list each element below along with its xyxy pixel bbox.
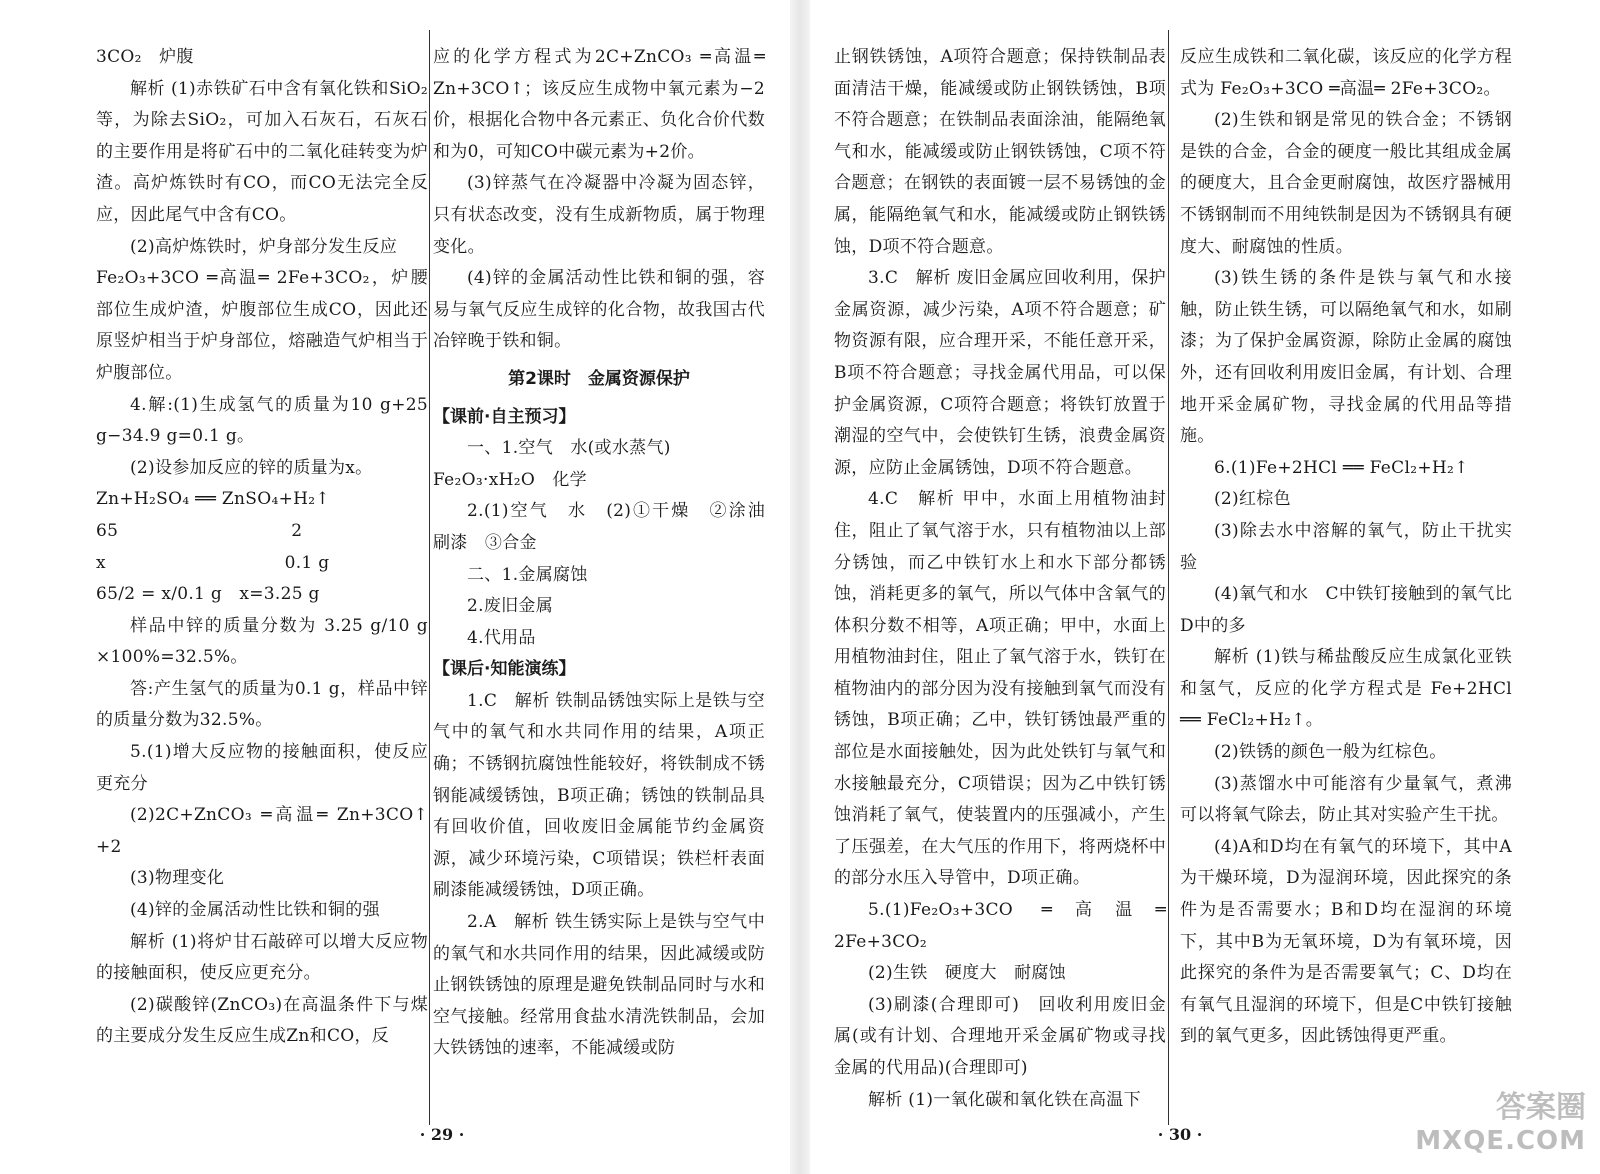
book-gutter [790, 0, 810, 1174]
paragraph: (3)刷漆(合理即可) 回收利用废旧金属(或有计划、合理地开采金属矿物或寻找金属的代用品)(合理即可) [834, 994, 1166, 1078]
section-tag: 【课后·知能演练】 [433, 659, 576, 680]
paragraph: (2)碳酸锌(ZnCO₃)在高温条件下与煤的主要成分发生反应生成Zn和CO，反 [96, 994, 428, 1047]
paragraph: 4.代用品 [467, 627, 536, 648]
section-heading: 第2课时 金属资源保护 [508, 368, 690, 389]
paragraph: 3.C 解析 废旧金属应回收利用，保护金属资源，减少污染，A项不符合题意；矿物资源有限，应合理开采，不能任意开采，B项不符合题意；寻找金属代用品，可以保护金属资源，C项符合题意；将铁钉放置于潮湿的空气中，会使铁钉生锈，浪费金属资源，应防止金属锈蚀，D项不符合题意。 [834, 268, 1166, 478]
paragraph: (2)生铁 硬度大 耐腐蚀 [868, 963, 1066, 984]
paragraph: 2.(1)空气 水 (2)①干燥 ②涂油 刷漆 ③合金 [433, 501, 783, 553]
paragraph: 2.A 解析 铁生锈实际上是铁与空气中的氧气和水共同作用的结果，因此减缓或防止钢铁锈蚀的原理是避免铁制品同时与水和空气接触。经常用食盐水清洗铁制品，会加大铁锈蚀的速率，不能减缓或防 [433, 912, 765, 1059]
paragraph: 65 2 [96, 520, 303, 541]
column-divider [1168, 30, 1169, 1125]
paragraph: 4.解:(1)生成氢气的质量为10 g+25 g−34.9 g=0.1 g。 [96, 394, 434, 447]
paragraph: 止钢铁锈蚀，A项符合题意；保持铁制品表面清洁干燥，能减缓或防止钢铁锈蚀，B项不符合题意；在铁制品表面涂油，能隔绝氧气和水，能减缓或防止钢铁锈蚀，C项不符合题意；在钢铁的表面镀一层不易锈蚀的金属，能隔绝氧气和水，能减缓或防止钢铁锈蚀，D项不符合题意。 [834, 47, 1166, 257]
paragraph: 应的化学方程式为2C+ZnCO₃ ═高温═ Zn+3CO↑；该反应生成物中氧元素为−2价，根据化合物中各元素正、负化合价代数和为0，可知CO中碳元素为+2价。 [433, 47, 771, 162]
paragraph: Fe₂O₃+3CO ═高温═ 2Fe+3CO₂，炉腰部位生成炉渣，炉腹部位生成CO，因此还原竖炉相当于炉身部位，熔融造气炉相当于炉腹部位。 [96, 268, 428, 383]
paragraph: 解析 (1)将炉甘石敲碎可以增大反应物的接触面积，使反应更充分。 [96, 931, 428, 984]
paragraph: (2)红棕色 [1214, 489, 1291, 510]
left-page-column-1 [96, 42, 446, 1053]
paragraph: 5.(1)Fe₂O₃+3CO ═高温═ 2Fe+3CO₂ [834, 900, 1172, 952]
paragraph: 4.C 解析 甲中，水面上用植物油封住，阻止了氧气溶于水，只有植物油以上部分锈蚀，而乙中铁钉水上和水下部分都锈蚀，消耗更多的氧气，所以气体中含氧气的体积分数不相等，A项正确；甲中，水面上用植物油封住，阻止了氧气溶于水，铁钉在植物油内的部分因为没有接触到氧气而没有锈蚀，B项正确；乙中，铁钉锈蚀最严重的部位是水面接触处，因为此处铁钉与氧气和水接触最充分，C项错误；因为乙中铁钉锈蚀消耗了氧气，使装置内的压强减小，产生了压强差，在大气压的作用下，将两烧杯中的部分水压入导管中，D项正确。 [834, 489, 1166, 889]
paragraph: 答:产生氢气的质量为0.1 g，样品中锌的质量分数为32.5%。 [96, 678, 428, 731]
column-divider [429, 30, 430, 1125]
paragraph: 5.(1)增大反应物的接触面积，使反应更充分 [96, 742, 428, 794]
paragraph: (4)氧气和水 C中铁钉接触到的氧气比D中的多 [1180, 584, 1512, 636]
paragraph: (2)2C+ZnCO₃ ═高温═ Zn+3CO↑ +2 [96, 805, 446, 857]
watermark-logo [1415, 1082, 1586, 1156]
paragraph: x 0.1 g [96, 552, 330, 573]
right-page-column-1 [834, 42, 1172, 1116]
paragraph: (2)铁锈的颜色一般为红棕色。 [1214, 742, 1447, 763]
paragraph: 二、1.金属腐蚀 [467, 564, 588, 585]
paragraph: (2)生铁和钢是常见的铁合金；不锈钢是铁的合金，合金的硬度一般比其组成金属的硬度大，且合金更耐腐蚀，故医疗器械用不锈钢制而不用纯铁制是因为不锈钢具有硬度大、耐腐蚀的性质。 [1180, 110, 1512, 257]
paragraph: 反应生成铁和二氧化碳，该反应的化学方程式为 Fe₂O₃+3CO ═高温═ 2Fe+3CO₂。 [1180, 47, 1512, 99]
paragraph: (3)物理变化 [130, 868, 225, 889]
paragraph: (4)A和D均在有氧气的环境下，其中A为干燥环境，D为湿润环境，因此探究的条件为是否需要水；B和D均在湿润的环境下，其中B为无氧环境，D为有氧环境，因此探究的条件为是否需要氧气；C、D均在有氧气且湿润的环境下，但是C中铁钉接触到的氧气更多，因此锈蚀得更严重。 [1180, 836, 1512, 1047]
section-tag: 【课前·自主预习】 [433, 406, 576, 427]
paragraph: (4)锌的金属活动性比铁和铜的强 [130, 900, 380, 921]
paragraph: (4)锌的金属活动性比铁和铜的强，容易与氧气反应生成锌的化合物，故我国古代冶锌晚于铁和铜。 [433, 268, 765, 352]
page-number: · 29 · [419, 1125, 465, 1144]
paragraph: (2)高炉炼铁时，炉身部分发生反应 [130, 236, 398, 257]
paragraph: (3)锌蒸气在冷凝器中冷凝为固态锌，只有状态改变，没有生成新物质，属于物理变化。 [433, 173, 765, 257]
paragraph: 1.C 解析 铁制品锈蚀实际上是铁与空气中的氧气和水共同作用的结果，A项正确；不锈钢抗腐蚀性能较好，将铁制成不锈钢能减缓锈蚀，B项正确；锈蚀的铁制品具有回收价值，回收废旧金属能节约金属资源，减少环境污染，C项错误；铁栏杆表面刷漆能减缓锈蚀，D项正确。 [433, 690, 765, 901]
paragraph: 样品中锌的质量分数为 3.25 g/10 g ×100%=32.5%。 [96, 615, 434, 668]
paragraph: 一、1.空气 水(或水蒸气) [467, 438, 671, 459]
paragraph: (2)设参加反应的锌的质量为x。 [130, 457, 373, 478]
watermark-text: 答案圈 [1496, 1090, 1586, 1125]
left-page [0, 0, 790, 1174]
paragraph: 解析 (1)赤铁矿石中含有氧化铁和SiO₂等，为除去SiO₂，可加入石灰石，石灰石的主要作用是将矿石中的二氧化硅转变为炉渣。高炉炼铁时有CO，而CO无法完全反应，因此尾气中含有CO。 [96, 78, 428, 225]
paragraph: (3)蒸馏水中可能溶有少量氧气，煮沸可以将氧气除去，防止其对实验产生干扰。 [1180, 773, 1512, 826]
paragraph: Fe₂O₃·xH₂O 化学 [433, 469, 587, 490]
right-page-column-2 [1180, 42, 1518, 1053]
paragraph: 6.(1)Fe+2HCl ══ FeCl₂+H₂↑ [1214, 457, 1469, 478]
paragraph: 解析 (1)铁与稀盐酸反应生成氯化亚铁和氢气，反应的化学方程式是 Fe+2HCl ══ FeCl₂+H₂↑。 [1180, 647, 1518, 731]
right-page [810, 0, 1600, 1174]
watermark-url: MXQE.COM [1415, 1126, 1586, 1156]
paragraph: Zn+H₂SO₄ ══ ZnSO₄+H₂↑ [96, 489, 330, 510]
paragraph: (3)铁生锈的条件是铁与氧气和水接触，防止铁生锈，可以隔绝氧气和水，如刷漆；为了保护金属资源，除防止金属的腐蚀外，还有回收利用废旧金属，有计划、合理地开采金属矿物，寻找金属的代用品等措施。 [1180, 268, 1512, 447]
paragraph: 解析 (1)一氧化碳和氧化铁在高温下 [868, 1089, 1141, 1110]
paragraph: 3CO₂ 炉腹 [96, 47, 194, 67]
page-number: · 30 · [1157, 1125, 1203, 1144]
paragraph: 2.废旧金属 [467, 596, 554, 617]
paragraph: 65/2 = x/0.1 g x=3.25 g [96, 584, 320, 605]
left-page-column-2 [433, 42, 783, 1065]
paragraph: (3)除去水中溶解的氧气，防止干扰实验 [1180, 520, 1512, 573]
